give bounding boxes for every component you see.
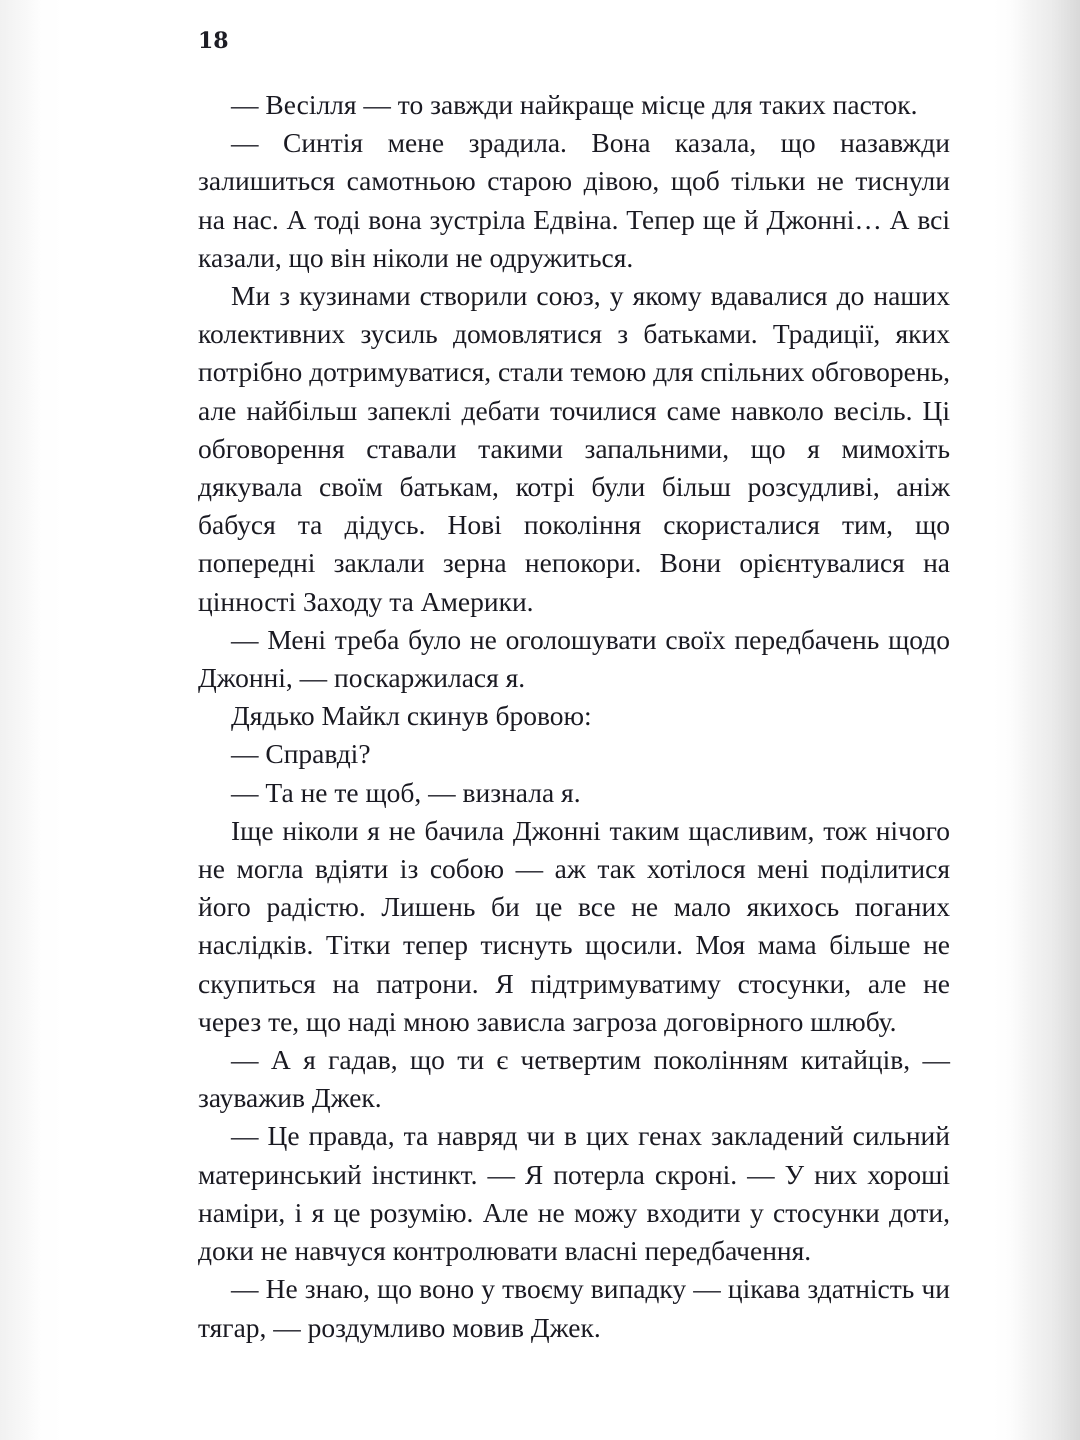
paragraph: — Це правда, та навряд чи в цих генах закладений сильний материнський інстинкт. — Я потерла скроні. — У них хороші наміри, і я це розумію. Але не можу входити у стосунки доти, доки не навчуся контролювати власні передбачення. xyxy=(198,1120,950,1267)
body-text xyxy=(198,86,950,1347)
paragraph: — Синтія мене зрадила. Вона казала, що назавжди залишиться самотньою старою дівою, щоб тільки не тиснули на нас. А тоді вона зустріла Едвіна. Тепер ще й Джонні… А всі казали, що він ніколи не одружиться. xyxy=(198,127,950,273)
paragraph: Іще ніколи я не бачила Джонні таким щасливим, тож нічого не могла вдіяти із собою — аж так хотілося мені поділитися його радістю. Лишень би це все не мало якихось поганих наслідків. Тітки тепер тиснуть щосили. Моя мама більше не скупиться на патрони. Я підтримуватиму стосунки, але не через те, що наді мною зависла загроза договірного шлюбу. xyxy=(198,814,950,1037)
paragraph: Ми з кузинами створили союз, у якому вдавалися до наших колективних зусиль домовлятися з батьками. Традиції, яких потрібно дотримуватися, стали темою для спільних обговорень, але найбільш запеклі дебати точилися саме навколо весіль. Ці обговорення ставали такими запальними, що я мимохіть дякувала своїм батькам, котрі були більш розсудливі, аніж бабуся та дідусь. Нові покоління скористалися тим, що попередні заклали зерна непокори. Вони орієнтувалися на цінності Заходу та Америки. xyxy=(198,280,950,617)
paragraph: — Справді? xyxy=(231,738,371,770)
paragraph: Дядько Майкл скинув бровою: xyxy=(231,700,592,732)
paragraph: — Весілля — то завжди найкраще місце для таких пасток. xyxy=(231,89,918,120)
spine-shadow xyxy=(1010,0,1080,1440)
page-edge-shade xyxy=(0,0,40,1440)
paragraph: — Не знаю, що воно у твоєму випадку — цікава здатність чи тягар, — роздумливо мовив Джек. xyxy=(198,1273,950,1343)
paragraph: — Мені треба було не оголошувати своїх передбачень щодо Джонні, — поскаржилася я. xyxy=(198,623,950,694)
paragraph: — Та не те щоб, — визнала я. xyxy=(231,776,581,808)
page-number: 18 xyxy=(198,28,229,54)
paragraph: — А я гадав, що ти є четвертим поколінням китайців, — зауважив Джек. xyxy=(198,1044,950,1114)
